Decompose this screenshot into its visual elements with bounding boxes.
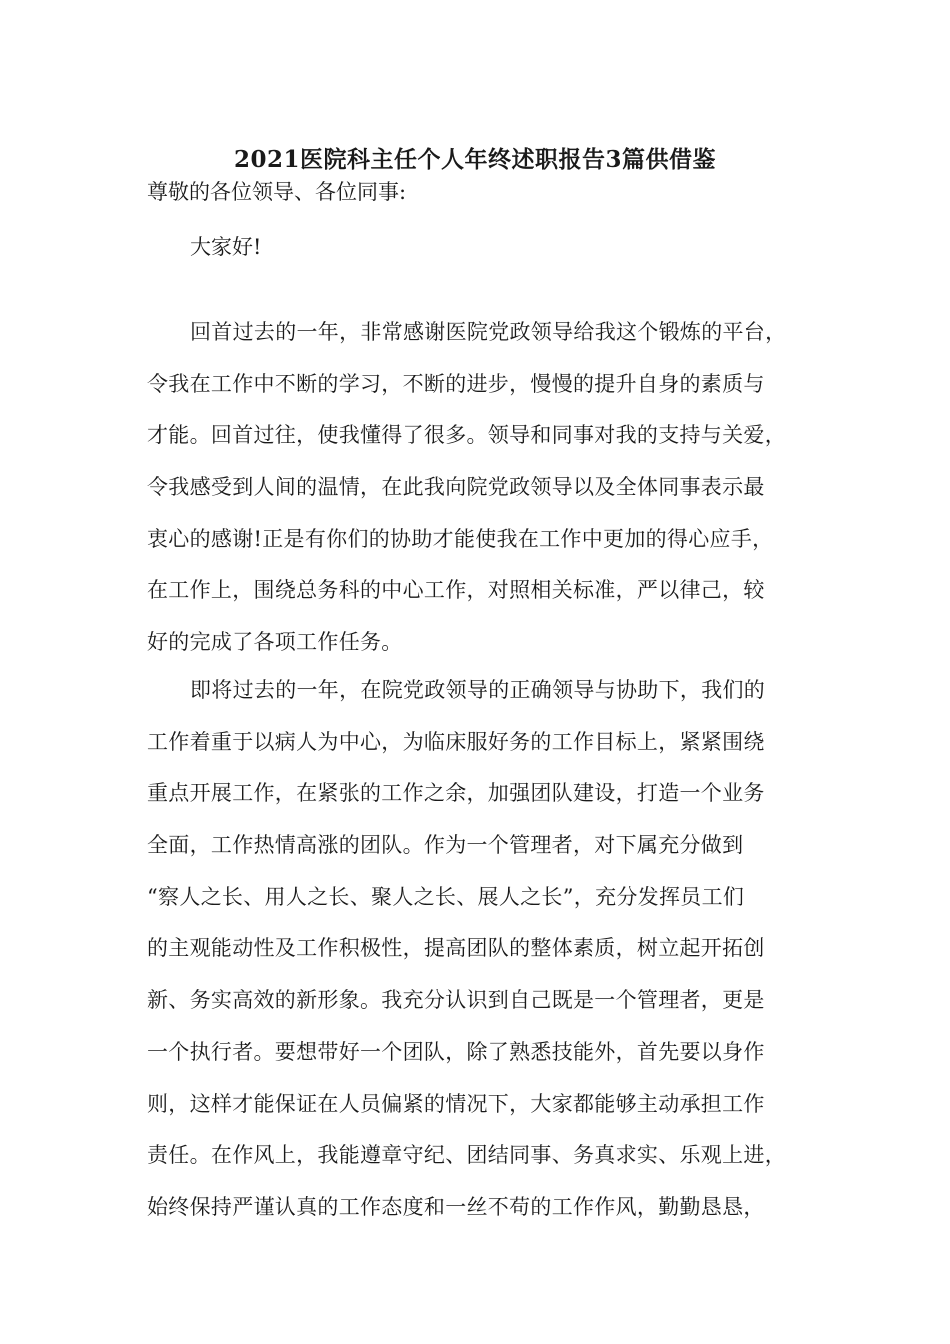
paragraph-line: 一个执行者。要想带好一个团队，除了熟悉技能外，首先要以身作 [147, 1039, 765, 1064]
paragraph-line: 则，这样才能保证在人员偏紧的情况下，大家都能够主动承担工作 [147, 1091, 765, 1116]
paragraph-line: 全面，工作热情高涨的团队。作为一个管理者，对下属充分做到 [147, 833, 744, 858]
paragraph-line: 衷心的感谢!正是有你们的协助才能使我在工作中更加的得心应手， [147, 526, 774, 551]
paragraph-line: 工作着重于以病人为中心，为临床服好务的工作目标上，紧紧围绕 [147, 729, 765, 754]
paragraph-line: 的主观能动性及工作积极性，提高团队的整体素质，树立起开拓创 [147, 936, 765, 961]
paragraph-line: 重点开展工作，在紧张的工作之余，加强团队建设，打造一个业务 [147, 781, 765, 806]
paragraph-line: 始终保持严谨认真的工作态度和一丝不苟的工作作风，勤勤恳恳， [147, 1194, 765, 1219]
paragraph-line: 令我感受到人间的温情，在此我向院党政领导以及全体同事表示最 [147, 475, 765, 500]
paragraph-line: “察人之长、用人之长、聚人之长、展人之长”，充分发挥员工们 [147, 884, 745, 909]
paragraph-line: 责任。在作风上，我能遵章守纪、团结同事、务真求实、乐观上进， [147, 1143, 786, 1168]
greeting: 大家好! [190, 235, 262, 259]
paragraph-line: 新、务实高效的新形象。我充分认识到自己既是一个管理者，更是 [147, 988, 765, 1013]
paragraph-1 [147, 317, 817, 679]
salutation: 尊敬的各位领导、各位同事: [147, 180, 407, 204]
paragraph-line: 回首过去的一年，非常感谢医院党政领导给我这个锻炼的平台， [190, 320, 787, 344]
document-title: 2021医院科主任个人年终述职报告3篇供借鉴 [233, 146, 717, 173]
paragraph-2 [147, 675, 817, 1244]
paragraph-line: 才能。回首过往，使我懂得了很多。领导和同事对我的支持与关爱， [147, 423, 786, 448]
paragraph-line: 在工作上，围绕总务科的中心工作，对照相关标准，严以律己，较 [147, 578, 765, 603]
paragraph-line: 令我在工作中不断的学习，不断的进步，慢慢的提升自身的素质与 [147, 371, 765, 396]
paragraph-line: 好的完成了各项工作任务。 [147, 630, 403, 655]
paragraph-line: 即将过去的一年，在院党政领导的正确领导与协助下，我们的 [190, 678, 766, 702]
